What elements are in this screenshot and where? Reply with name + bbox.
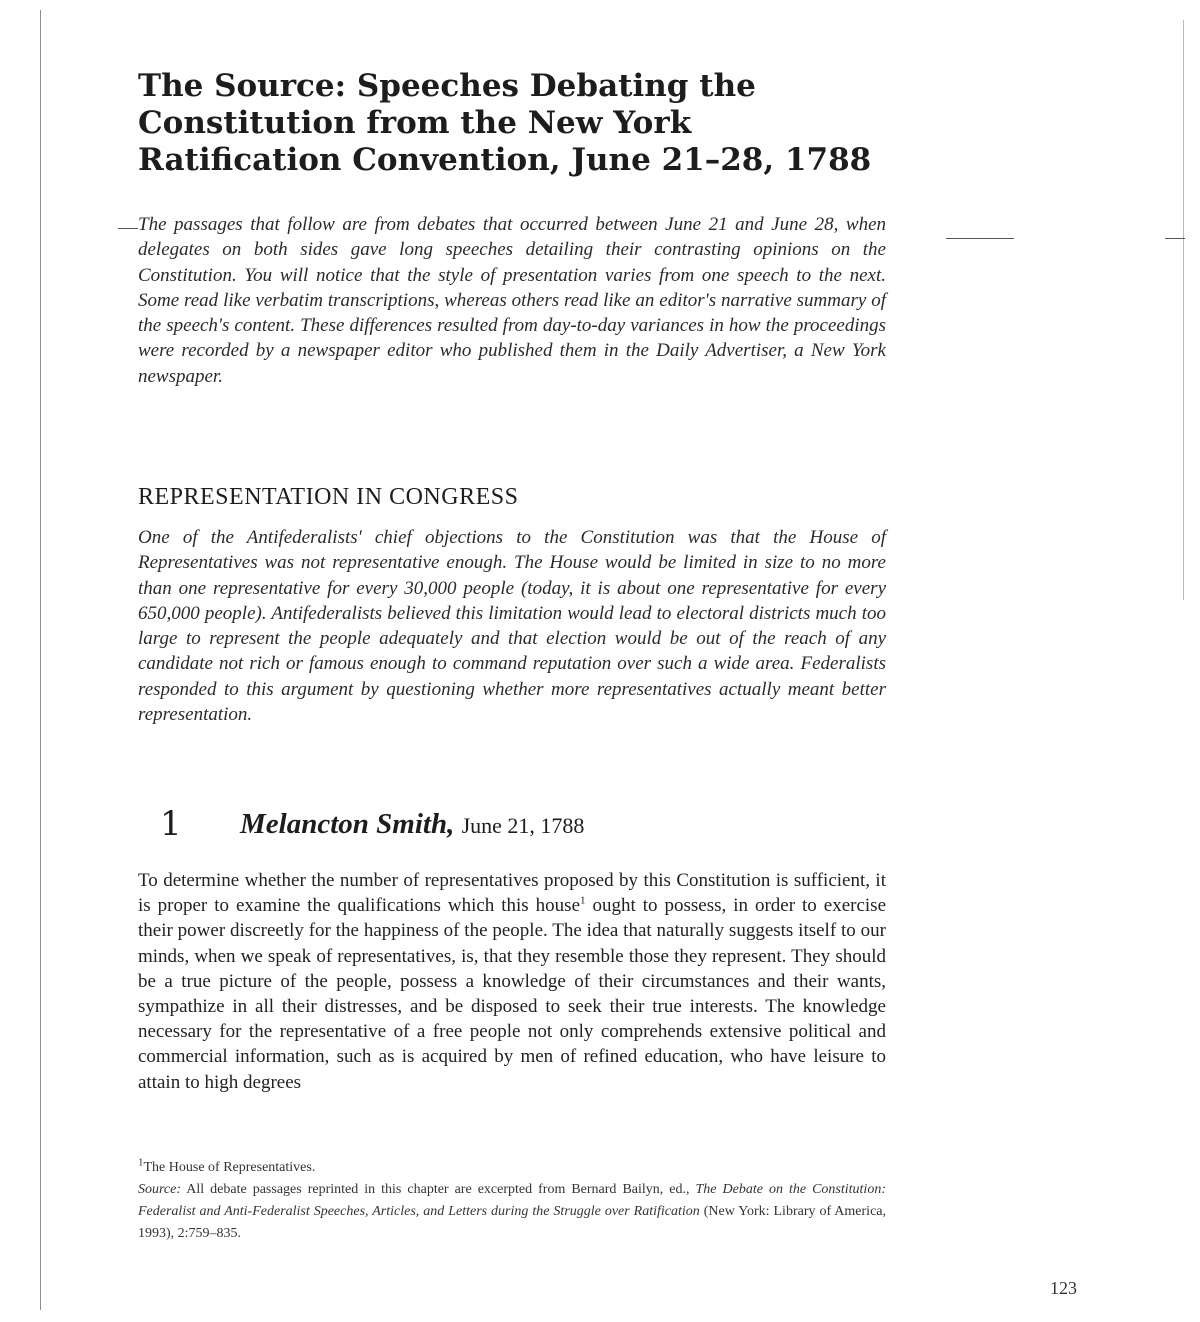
document-heading bbox=[158, 800, 898, 850]
source-label: Source: bbox=[138, 1182, 182, 1197]
margin-mark bbox=[946, 238, 1014, 239]
margin-mark bbox=[118, 228, 138, 229]
left-scan-edge bbox=[40, 10, 41, 1310]
speech-date: June 21, 1788 bbox=[461, 813, 585, 838]
intro-paragraph: The passages that follow are from debates that occurred between June 21 and June 28, when delegates on both sides gave long speeches detailing their contrasting opinions on the Constitution. You will notice that the style of presentation varies from one speech to the next. Some read like verbatim transcriptions, whereas others read like an editor's narrative summary of the speech's content. These differences resulted from day-to-day variances in how the proceedings were recorded by a newspaper editor who published them in the Daily Advertiser, a New York newspaper. bbox=[138, 214, 886, 387]
margin-mark bbox=[1165, 238, 1185, 239]
footnote-mark: 1 bbox=[138, 1156, 144, 1169]
speaker-heading bbox=[240, 808, 584, 841]
section-heading: REPRESENTATION IN CONGRESS bbox=[138, 484, 519, 510]
speech-text-part: ought to possess, in order to exercise their power discreetly for the happiness of the people. The idea that naturally suggests itself to our minds, when we speak of representatives, is, that they resemble those they represent. They should be a true picture of the people, possess a knowledge of their circumstances and their wants, sympathize in all their distresses, and be disposed to seek their true interests. The knowledge necessary for the representative of a free people not only comprehends extensive political and commercial information, such as is acquired by men of refined education, who have leisure to attain to high degrees bbox=[138, 895, 887, 1093]
footnote-text: The House of Representatives. bbox=[143, 1160, 316, 1175]
section-intro-paragraph: One of the Antifederalists' chief objections to the Constitution was that the House of Representatives was not representative enough. The House would be limited in size to no more than one representative for every 30,000 people (today, it is about one representative for every 650,000 people). Antifederalists believed this limitation would lead to electoral districts much too large to represent the people adequately and that election would be out of the reach of any candidate not rich or famous enough to command reputation over such a wide area. Federalists responded to this argument by questioning whether more representatives actually meant better representation. bbox=[138, 527, 886, 726]
source-text: All debate passages reprinted in this chapter are excerpted from Bernard Bailyn, ed., bbox=[181, 1182, 696, 1197]
source-text: (New York: Library of America, 1993), 2:759–835. bbox=[138, 1204, 886, 1241]
page-title: The Source: Speeches Debating the Constitution from the New York Ratification Convention, June 21–28, 1788 bbox=[138, 68, 872, 178]
source-book-title: The Debate on the Constitution: Federalist and Anti-Federalist Speeches, Articles, and Letters during the Struggle over Ratification bbox=[138, 1182, 886, 1219]
speaker-name: Melancton Smith, bbox=[240, 808, 455, 840]
right-scan-edge bbox=[1183, 20, 1184, 600]
page-number: 123 bbox=[1050, 1278, 1077, 1298]
document-number: 1 bbox=[160, 804, 182, 844]
footnotes bbox=[138, 1157, 886, 1245]
speech-text bbox=[138, 868, 886, 1095]
footnote-ref: 1 bbox=[580, 894, 586, 907]
speech-text-part: To determine whether the number of representatives proposed by this Constitution is sufficient, it is proper to examine the qualifications which this house bbox=[138, 870, 886, 917]
source-note bbox=[138, 1179, 886, 1245]
footnote-1 bbox=[138, 1157, 886, 1179]
